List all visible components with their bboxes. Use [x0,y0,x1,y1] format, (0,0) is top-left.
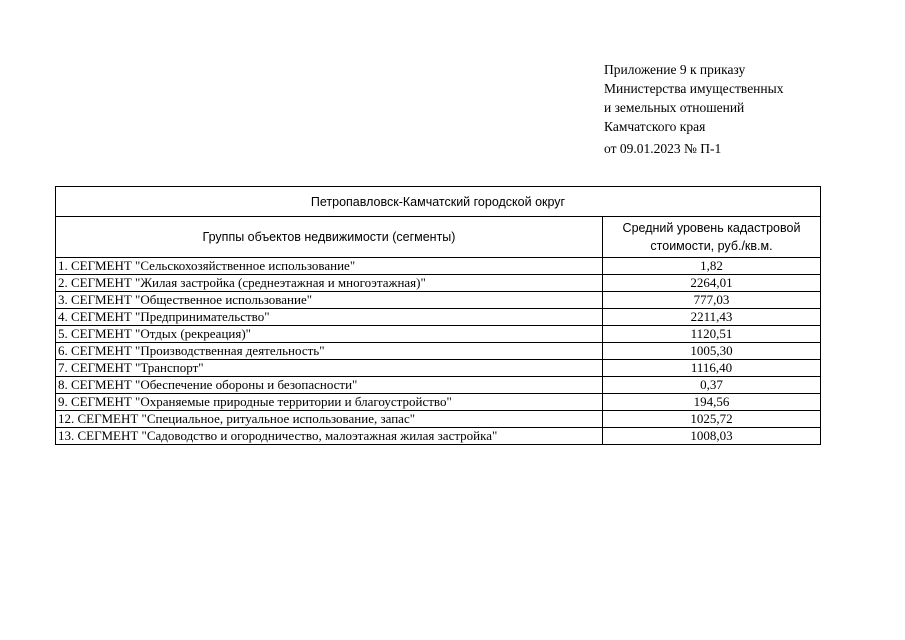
segment-name: 13. СЕГМЕНТ "Садоводство и огородничество, малоэтажная жилая застройка" [56,428,603,445]
table-row [56,275,821,292]
table-row [56,428,821,445]
segment-value: 1116,40 [603,360,821,377]
segment-value: 2211,43 [603,309,821,326]
appendix-line: и земельных отношений [604,100,745,115]
segment-value: 2264,01 [603,275,821,292]
segment-name: 9. СЕГМЕНТ "Охраняемые природные территории и благоустройство" [56,394,603,411]
table-row [56,343,821,360]
table-row [56,258,821,275]
table-row [56,394,821,411]
segment-name: 4. СЕГМЕНТ "Предпринимательство" [56,309,603,326]
appendix-note [604,60,864,158]
table-row [56,411,821,428]
segment-value: 1005,30 [603,343,821,360]
segment-name: 7. СЕГМЕНТ "Транспорт" [56,360,603,377]
segment-name: 2. СЕГМЕНТ "Жилая застройка (среднеэтажная и многоэтажная)" [56,275,603,292]
segment-name: 3. СЕГМЕНТ "Общественное использование" [56,292,603,309]
appendix-line: Камчатского края [604,119,706,134]
segment-name: 5. СЕГМЕНТ "Отдых (рекреация)" [56,326,603,343]
column-header-groups: Группы объектов недвижимости (сегменты) [56,217,603,258]
appendix-line: Приложение 9 к приказу [604,62,746,77]
order-date: от 09.01.2023 № П-1 [604,141,722,156]
segment-value: 1120,51 [603,326,821,343]
segment-value: 194,56 [603,394,821,411]
table-row [56,360,821,377]
segment-value: 777,03 [603,292,821,309]
segment-value: 1025,72 [603,411,821,428]
segment-name: 1. СЕГМЕНТ "Сельскохозяйственное использование" [56,258,603,275]
segment-value: 1008,03 [603,428,821,445]
segment-name: 8. СЕГМЕНТ "Обеспечение обороны и безопасности" [56,377,603,394]
table-row [56,292,821,309]
table-row [56,309,821,326]
table-row [56,377,821,394]
segment-name: 6. СЕГМЕНТ "Производственная деятельность" [56,343,603,360]
column-header-value: Средний уровень кадастровой стоимости, руб./кв.м. [603,217,821,258]
segment-name: 12. СЕГМЕНТ "Специальное, ритуальное использование, запас" [56,411,603,428]
table-row [56,326,821,343]
appendix-line: Министерства имущественных [604,81,784,96]
segment-value: 0,37 [603,377,821,394]
table-title: Петропавловск-Камчатский городской округ [56,187,821,217]
segment-value: 1,82 [603,258,821,275]
cadastral-value-table [55,186,821,445]
